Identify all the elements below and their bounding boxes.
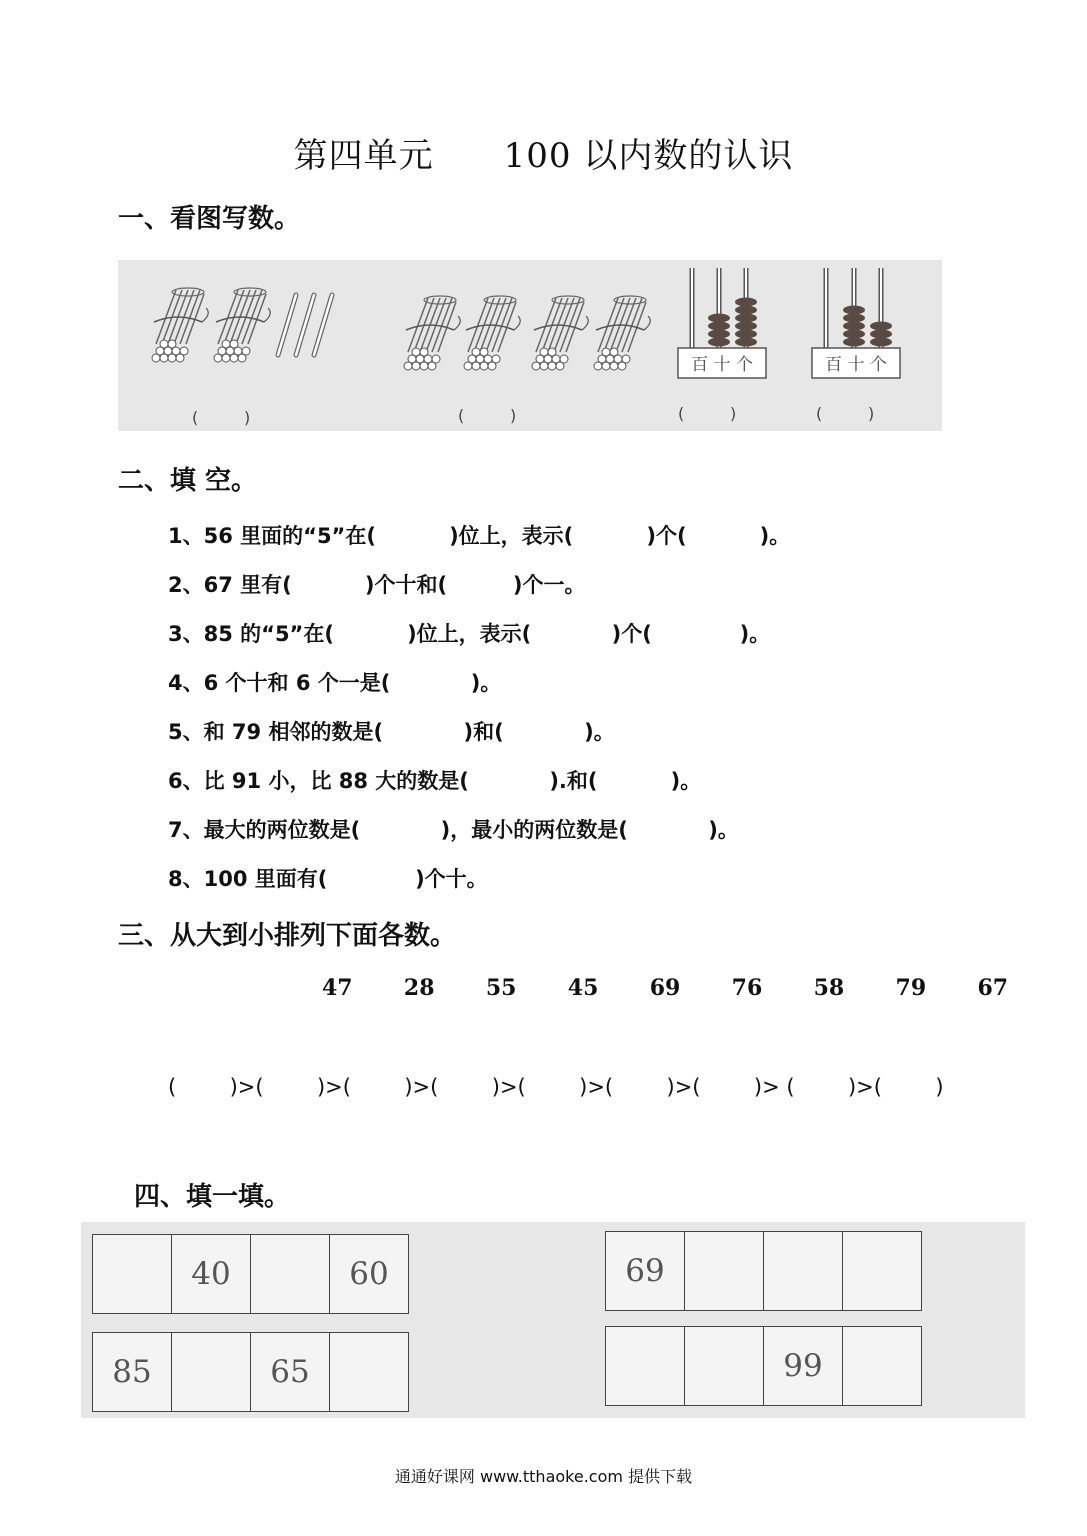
section4-heading: 四、填一填。: [134, 1182, 291, 1212]
fill-question-4: 4、6 个十和 6 个一是( )。: [168, 671, 502, 695]
fill-question-2: 2、67 里有( )个十和( )个一。: [168, 573, 586, 597]
grid-cell[interactable]: [843, 1327, 921, 1405]
number-grid-a: [92, 1234, 409, 1314]
grid-cell[interactable]: [764, 1232, 843, 1310]
answer-paren-4[interactable]: ( ): [816, 404, 875, 423]
grid-cell[interactable]: [606, 1327, 685, 1405]
grid-cell[interactable]: [172, 1333, 251, 1411]
section1-heading: 一、看图写数。: [118, 204, 301, 234]
fill-question-7: 7、最大的两位数是( )，最小的两位数是( )。: [168, 818, 739, 842]
grid-cell: 99: [764, 1327, 843, 1405]
grid-cell: 85: [93, 1333, 172, 1411]
fill-question-5: 5、和 79 相邻的数是( )和( )。: [168, 720, 615, 744]
grid-cell[interactable]: [685, 1232, 764, 1310]
grid-cell[interactable]: [93, 1235, 172, 1313]
grid-cell[interactable]: [843, 1232, 921, 1310]
page-title: [0, 128, 1087, 177]
abacus2-label: 百 十 个: [825, 355, 887, 375]
grid-cell[interactable]: [330, 1333, 408, 1411]
footer-credit: 通通好课网 www.tthaoke.com 提供下载: [394, 1467, 693, 1486]
answer-paren-2[interactable]: ( ): [458, 406, 517, 425]
number-grid-b: [92, 1332, 409, 1412]
number-grid-panel: [81, 1222, 1025, 1418]
ordering-blanks[interactable]: ( )>( )>( )>( )>( )>( )>( )> ( )>( ): [168, 1075, 944, 1099]
title-unit: 第四单元: [293, 136, 434, 176]
number-grid-d: [605, 1326, 922, 1406]
abacus1-label: 百 十 个: [691, 355, 753, 375]
grid-cell: 69: [606, 1232, 685, 1310]
fill-question-6: 6、比 91 小，比 88 大的数是( ).和( )。: [168, 769, 702, 793]
answer-paren-1[interactable]: ( ): [192, 408, 251, 427]
section3-heading: 三、从大到小排列下面各数。: [118, 921, 457, 951]
grid-cell[interactable]: [251, 1235, 330, 1313]
fill-question-1: 1、56 里面的“5”在( )位上，表示( )个( )。: [168, 524, 791, 548]
picture-panel: [118, 260, 942, 431]
number-grid-c: [605, 1231, 922, 1311]
section2-heading: 二、填 空。: [118, 466, 258, 496]
fill-question-8: 8、100 里面有( )个十。: [168, 867, 488, 891]
grid-cell: 65: [251, 1333, 330, 1411]
title-topic: 100 以内数的认识: [503, 136, 794, 176]
answer-paren-3[interactable]: ( ): [678, 404, 737, 423]
numbers-to-sort: 47 28 55 45 69 76 58 79 67: [322, 975, 1009, 1001]
grid-cell[interactable]: [685, 1327, 764, 1405]
grid-cell: 40: [172, 1235, 251, 1313]
grid-cell: 60: [349, 1256, 389, 1292]
fill-question-3: 3、85 的“5”在( )位上，表示( )个( )。: [168, 622, 771, 646]
